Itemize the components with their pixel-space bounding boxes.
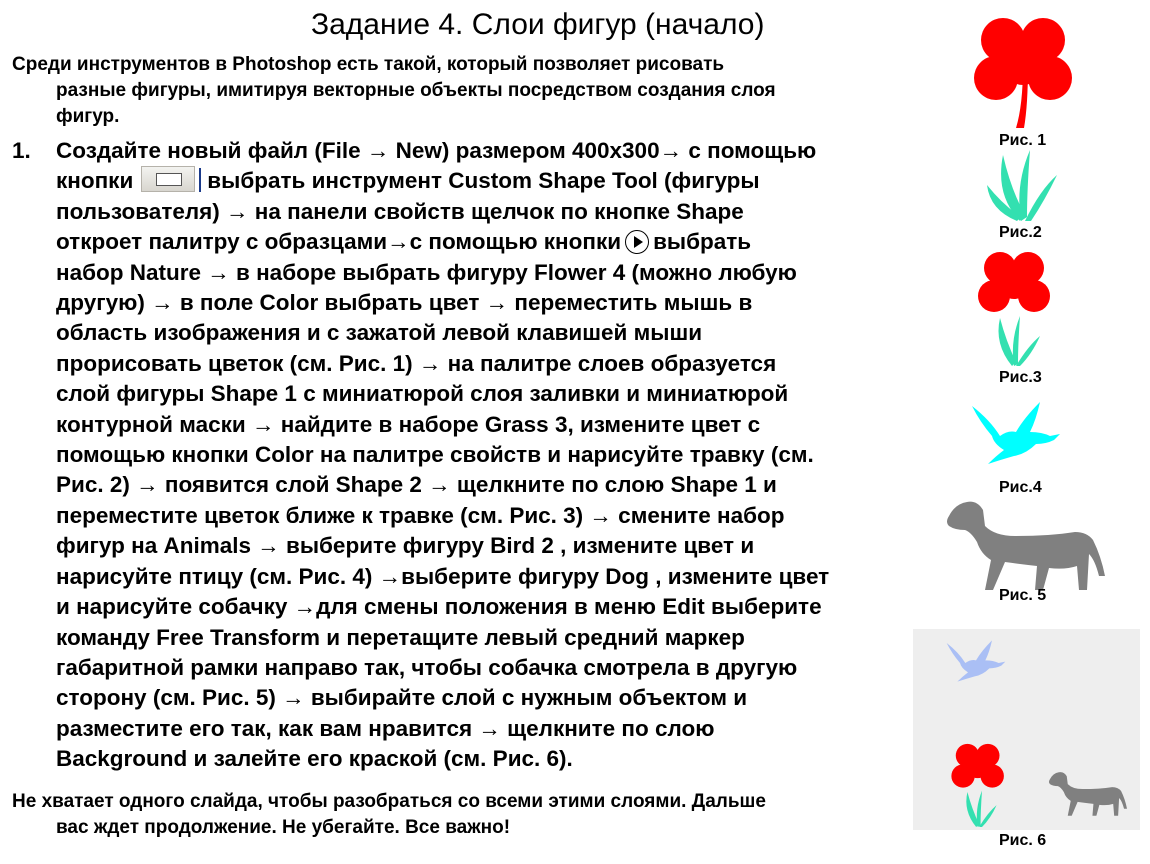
outro-line: Не хватает одного слайда, чтобы разобраться со всеми этими слоями. Дальше [12,791,766,812]
grass-figure-2 [985,145,1060,223]
caption-fig-5: Рис. 5 [999,587,1047,604]
dog-figure-5 [945,496,1107,592]
bird-figure-4 [970,400,1062,466]
step-line: переместите цветок ближе к травке (см. Рис. 3) → смените набор [56,502,785,528]
step-line: помощью кнопки Color на палитре свойств и нарисуйте травку (см. [56,442,814,468]
flower-figure-1 [968,10,1078,130]
step-text: выбрать [653,229,752,255]
step-text: кнопки [56,168,134,194]
step-line: набор Nature → в наборе выбрать фигуру Flower 4 (можно любую [56,259,797,285]
caption-fig-2: Рис.2 [999,224,1042,241]
step-line: габаритной рамки направо так, чтобы собачка смотрела в другую [56,654,798,680]
step-line: контурной маски → найдите в наборе Grass 3, измените цвет с [56,411,761,437]
step-line: разместите его так, как вам нравится → щелкните по слою [56,715,715,741]
shape-tool-button-icon [141,166,195,192]
caption-fig-3: Рис.3 [999,369,1042,386]
step-line: область изображения и с зажатой левой клавишей мыши [56,320,703,346]
caption-fig-4: Рис.4 [999,479,1042,496]
pale-bird-shape [945,639,1007,683]
composite-panel-fig-6 [913,629,1140,830]
caption-fig-1: Рис. 1 [999,132,1047,149]
outro-line: вас ждет продолжение. Не убегайте. Все важно! [56,817,511,838]
intro-paragraph [12,52,902,130]
step-line: нарисуйте птицу (см. Рис. 4) →выберите фигуру Dog , измените цвет [56,563,830,589]
step-line: Создайте новый файл (File → New) размером 400х300→ с помощью [56,138,817,163]
step-line [12,227,942,257]
intro-line: разные фигуры, имитируя векторные объекты посредством создания слоя [56,80,776,101]
outro-paragraph [12,789,912,841]
page-title: Задание 4. Слои фигур (начало) [311,8,765,41]
dog-shape [1048,769,1128,817]
step-line: Рис. 2) → появится слой Shape 2 → щелкните по слою Shape 1 и [56,472,777,498]
intro-line: Среди инструментов в Photoshop есть такой, который позволяет рисовать [12,54,725,75]
flower-grass-shape [947,739,1009,829]
step-line [12,166,942,196]
toolbar-separator [199,168,201,192]
step-1-paragraph [12,136,942,775]
step-line: сторону (см. Рис. 5) → выбирайте слой с нужным объектом и [56,685,748,711]
step-line: фигур на Animals → выберите фигуру Bird 2 , измените цвет и [56,533,755,559]
step-line: команду Free Transform и перетащите левый средний маркер [56,624,745,650]
step-line: слой фигуры Shape 1 с миниатюрой слоя заливки и миниатюрой [56,381,789,407]
step-text: выбрать инструмент Custom Shape Tool (фигуры [207,168,760,194]
step-number: 1. [12,138,31,163]
caption-fig-6: Рис. 6 [999,832,1047,849]
intro-line: фигур. [56,106,120,127]
step-line: Background и залейте его краской (см. Рис. 6). [56,746,573,772]
step-line: и нарисуйте собачку →для смены положения в меню Edit выберите [56,594,822,620]
step-line: другую) → в поле Color выбрать цвет → переместить мышь в [56,290,753,316]
flower-grass-figure-3 [972,246,1057,368]
step-text: откроет палитру с образцами→с помощью кнопки [56,229,622,255]
step-line: пользователя) → на панели свойств щелчок по кнопке Shape [56,198,744,224]
play-arrow-icon [625,230,649,254]
step-line: прорисовать цветок (см. Рис. 1) → на палитре слоев образуется [56,350,777,376]
